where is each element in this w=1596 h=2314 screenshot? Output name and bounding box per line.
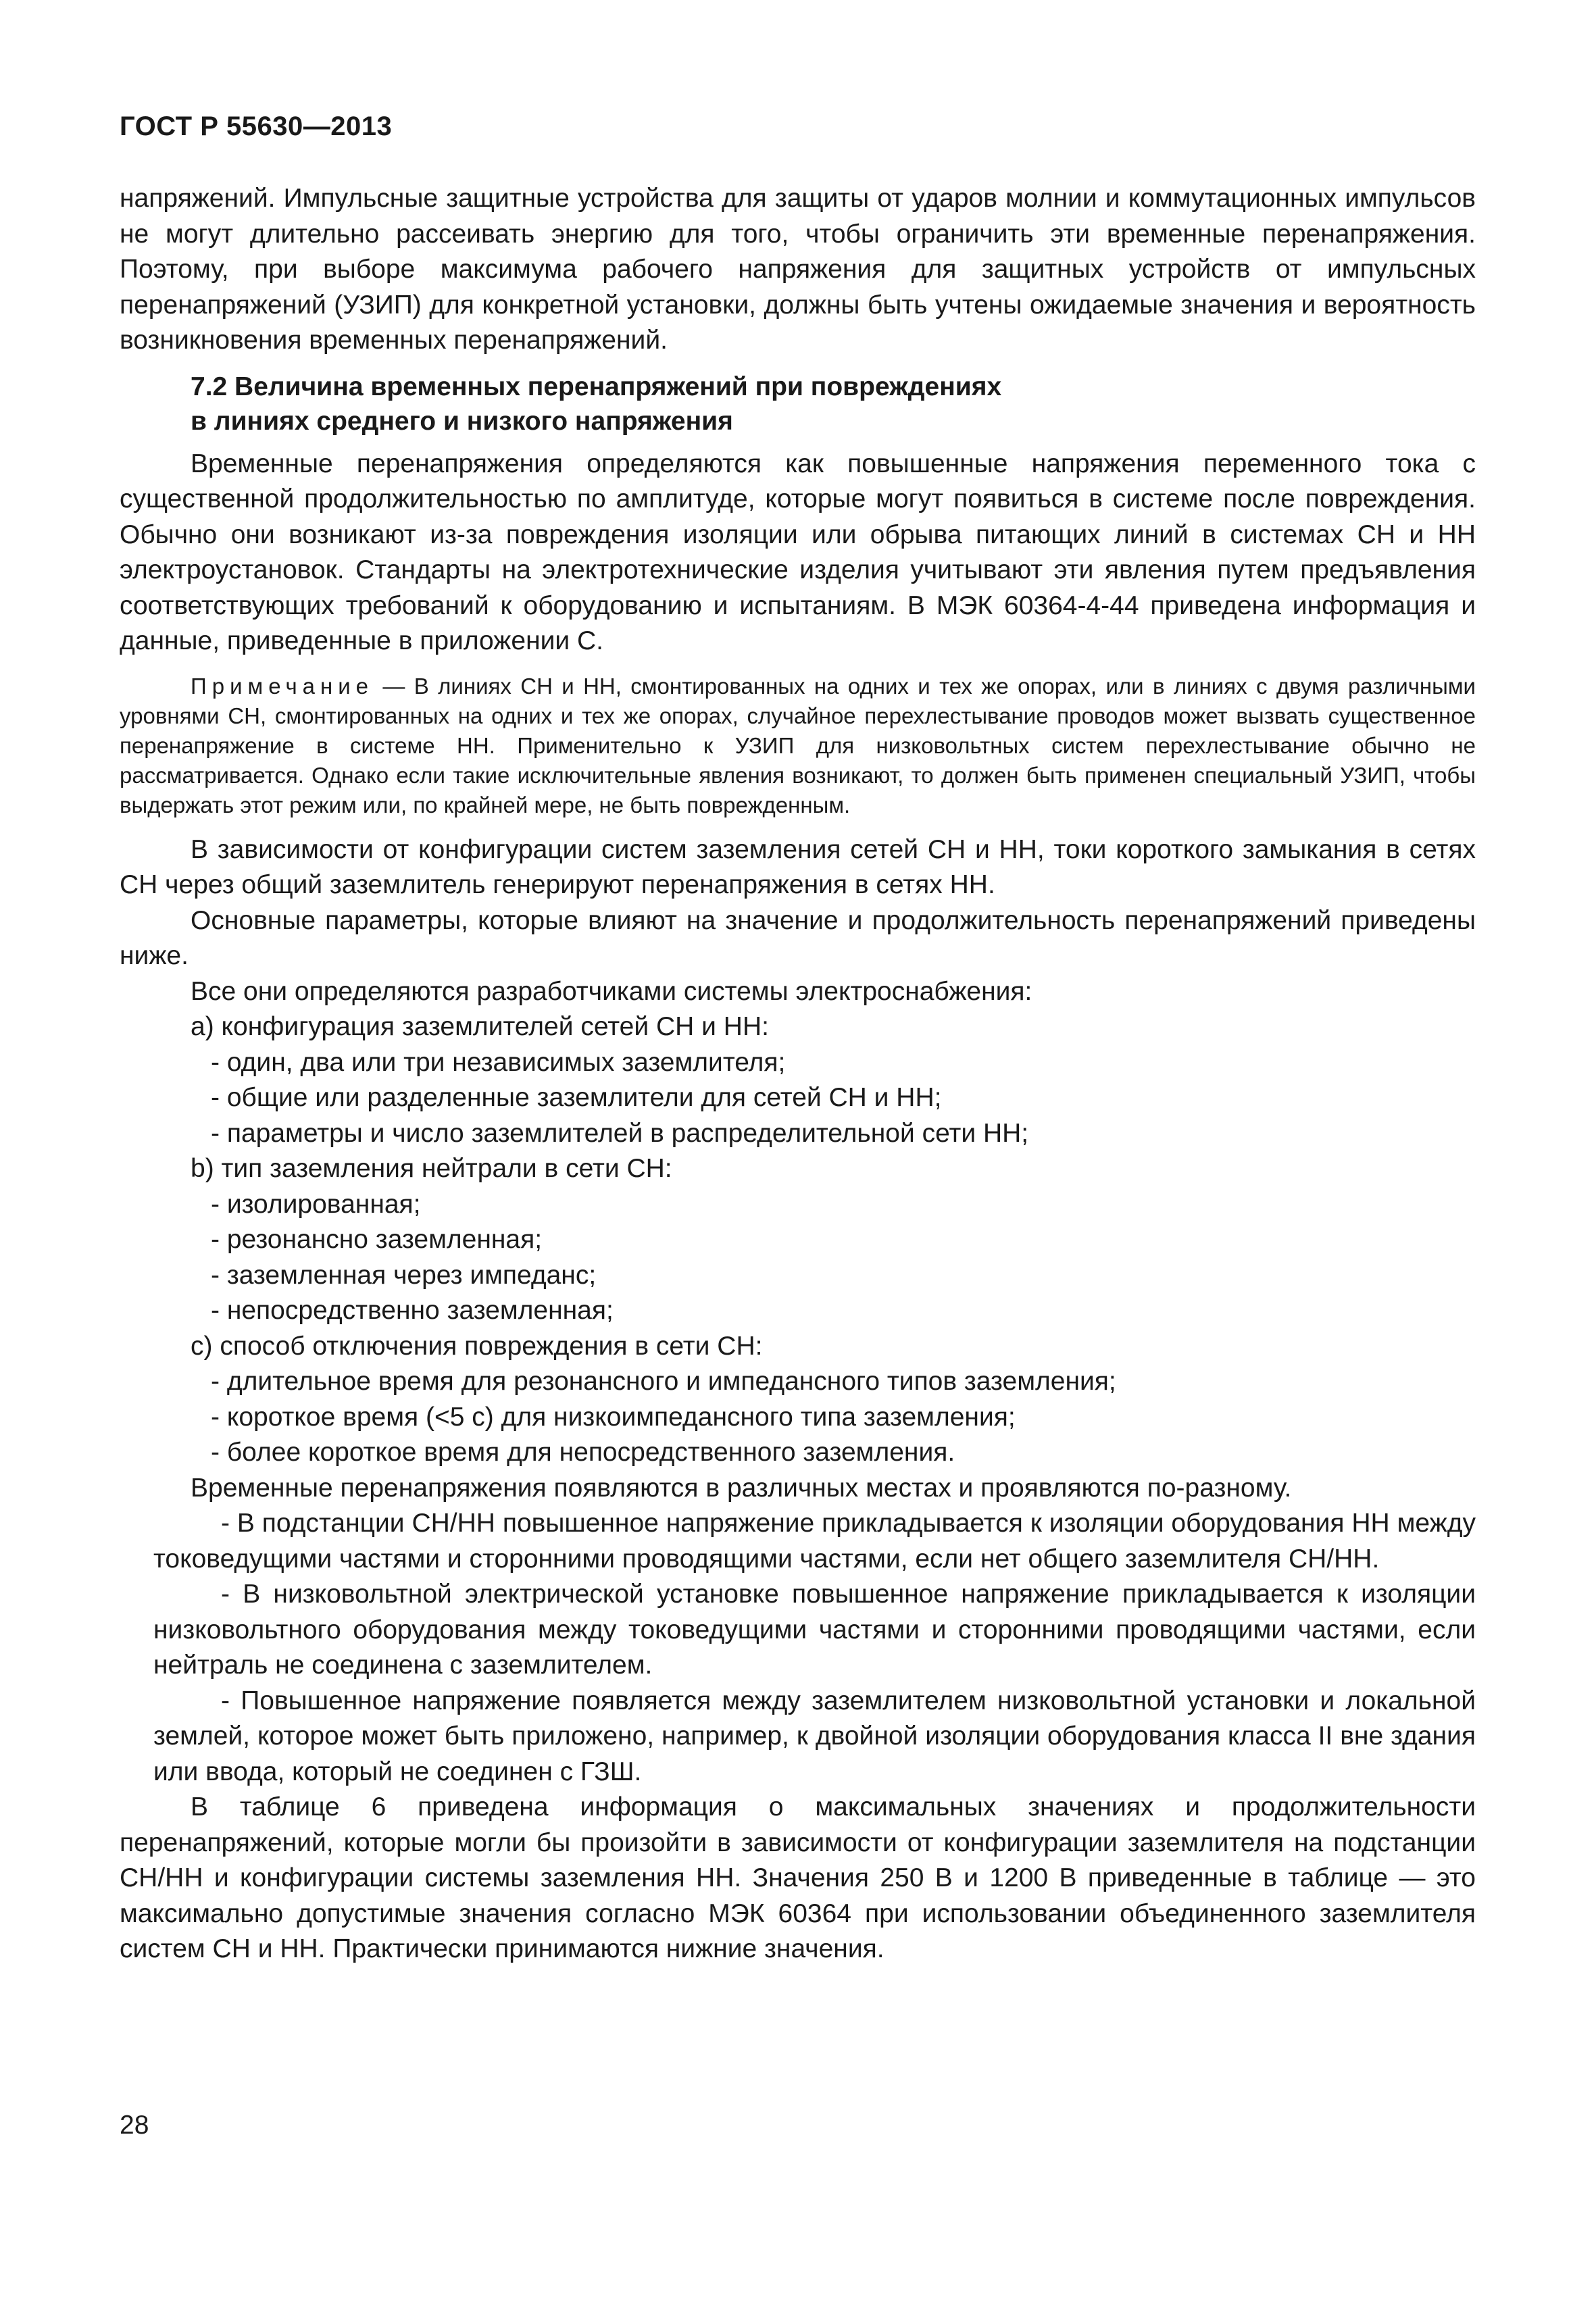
dash-paragraph: - В подстанции СН/НН повышенное напряжение прикладывается к изоляции оборудования НН между токоведущими частями и сторонними проводящими частями, если нет общего заземлителя СН/НН. — [153, 1509, 1476, 1574]
document-page — [120, 111, 1476, 1967]
list-subitem: - общие или разделенные заземлители для сетей СН и НН; — [211, 1083, 942, 1112]
list-subitem: - один, два или три независимых заземлителя; — [211, 1047, 786, 1077]
list-subitem: - длительное время для резонансного и импедансного типов заземления; — [211, 1367, 1116, 1396]
note-text: — В линиях СН и НН, смонтированных на одних и тех же опорах, или в линиях с двумя различными уровнями СН, смонтированных на одних и тех же опорах, случайное перехлестывание проводов может вызвать существенное перенапряжение в системе НН. Применительно к УЗИП для низковольтных систем перехлестывание обычно не рассматривается. Однако если такие исключительные явления возникают, то должен быть применен специальный УЗИП, чтобы выдержать этот режим или, по крайней мере, не быть поврежденным. — [120, 673, 1476, 818]
config-paragraph: В зависимости от конфигурации систем заземления сетей СН и НН, токи короткого замыкания в сетях СН через общий заземлитель генерируют перенапряжения в сетях НН. — [120, 834, 1476, 899]
list-subitem: - непосредственно заземленная; — [211, 1296, 614, 1325]
dash-paragraph: - В низковольтной электрической установке повышенное напряжение прикладывается к изоляции низковольтного оборудования между токоведущими частями и сторонними проводящими частями, если нейтраль не соединена с заземлителем. — [153, 1580, 1476, 1680]
list-subitem: - более короткое время для непосредственного заземления. — [211, 1438, 955, 1467]
list-subitem: - короткое время (<5 с) для низкоимпедансного типа заземления; — [211, 1402, 1016, 1432]
definition-paragraph: Временные перенапряжения определяются как повышенные напряжения переменного тока с существенной продолжительностью по амплитуде, которые могут появиться в системе после повреждения. Обычно они возникают из-за повреждения изоляции или обрыва питающих линий в системах СН и НН электроустановок. Стандарты на электротехнические изделия учитывают эти явления путем предъявления соответствующих требований к оборудованию и испытаниям. В МЭК 60364-4-44 приведена информация и данные, приведенные в приложении С. — [120, 449, 1476, 655]
section-title-line2: в линиях среднего и низкого напряжения — [191, 406, 733, 436]
note-label: Примечание — [191, 673, 374, 699]
section-title-line1: 7.2 Величина временных перенапряжений при повреждениях — [191, 372, 1002, 401]
list-subitem: - резонансно заземленная; — [211, 1225, 543, 1254]
section-heading — [120, 370, 1476, 438]
all-paragraph: Все они определяются разработчиками системы электроснабжения: — [191, 976, 1032, 1006]
list-subitem: - параметры и число заземлителей в распределительной сети НН; — [211, 1118, 1029, 1148]
intro-paragraph: напряжений. Импульсные защитные устройства для защиты от ударов молнии и коммутационных импульсов не могут длительно рассеивать энергию для того, чтобы ограничить эти временные перенапряжения. Поэтому, при выборе максимума рабочего напряжения для защитных устройств от импульсных перенапряжений (УЗИП) для конкретной установки, должны быть учтены ожидаемые значения и вероятность возникновения временных перенапряжений. — [120, 184, 1476, 355]
list-item-c: с) способ отключения повреждения в сети СН: — [191, 1331, 763, 1361]
document-header: ГОСТ Р 55630—2013 — [120, 111, 393, 141]
list-subitem: - заземленная через импеданс; — [211, 1260, 597, 1290]
list-item-a: а) конфигурация заземлителей сетей СН и НН: — [191, 1012, 769, 1041]
note-paragraph — [120, 672, 1476, 820]
params-paragraph: Основные параметры, которые влияют на значение и продолжительность перенапряжений приведены ниже. — [120, 905, 1476, 970]
table-info-paragraph: В таблице 6 приведена информация о максимальных значениях и продолжительности перенапряжений, которые могли бы произойти в зависимости от конфигурации заземлителя на подстанции СН/НН и конфигурации системы заземления НН. Значения 250 В и 1200 В приведенные в таблице — это максимально допустимые значения согласно МЭК 60364 при использовании объединенного заземлителя систем СН и НН. Практически принимаются нижние значения. — [120, 1792, 1476, 1963]
list-item-b: b) тип заземления нейтрали в сети СН: — [191, 1154, 672, 1183]
dash-paragraph: - Повышенное напряжение появляется между заземлителем низковольтной установки и локальной землей, которое может быть приложено, например, к двойной изоляции оборудования класса II вне здания или ввода, который не соединен с ГЗШ. — [153, 1686, 1476, 1786]
page-number: 28 — [120, 2111, 149, 2140]
list-subitem: - изолированная; — [211, 1189, 421, 1219]
places-paragraph: Временные перенапряжения появляются в различных местах и проявляются по-разному. — [191, 1473, 1292, 1503]
